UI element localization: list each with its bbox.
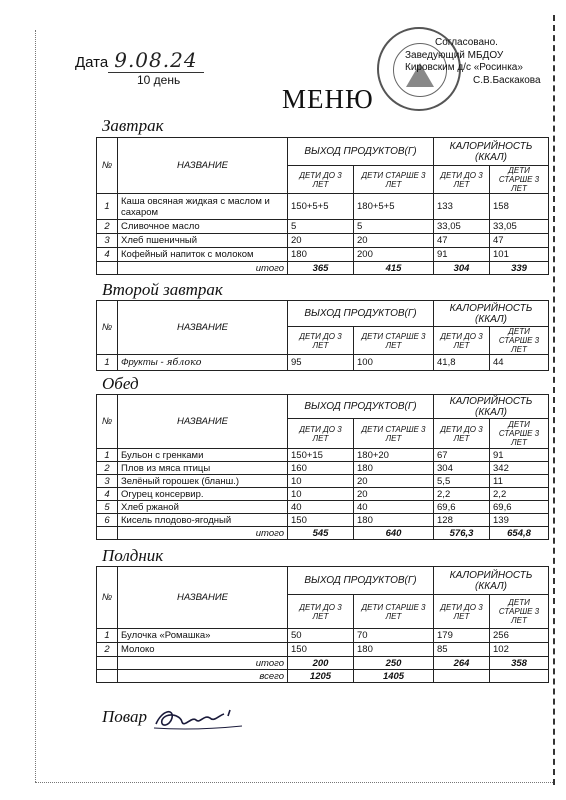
table-row — [97, 475, 549, 488]
header-young: ДЕТИ ДО 3 ЛЕТ — [288, 327, 354, 355]
header-name: НАЗВАНИЕ — [118, 567, 288, 629]
output-young: 150+15 — [288, 449, 354, 462]
kcal-old: 44 — [490, 355, 549, 371]
approval-line-4: С.В.Баскакова — [473, 74, 541, 86]
kcal-old: 102 — [490, 643, 549, 657]
row-num: 2 — [97, 220, 118, 234]
approval-block — [405, 37, 541, 87]
dish-name: Молоко — [118, 643, 288, 657]
header-old: ДЕТИ СТАРШЕ 3 ЛЕТ — [490, 419, 549, 449]
output-old: 70 — [354, 629, 434, 643]
kcal-old: 158 — [490, 194, 549, 220]
total-row — [97, 527, 549, 540]
output-old: 20 — [354, 488, 434, 501]
header-calories: КАЛОРИЙНОСТЬ (ККАЛ) — [434, 567, 549, 595]
lunch-table — [96, 394, 549, 540]
header-young: ДЕТИ ДО 3 ЛЕТ — [434, 595, 490, 629]
section-title-snack: Полдник — [102, 546, 164, 565]
header-output: ВЫХОД ПРОДУКТОВ(Г) — [288, 138, 434, 166]
section-title-second-breakfast: Второй завтрак — [102, 280, 223, 299]
approval-line-1: Согласовано. — [435, 37, 498, 48]
dish-name: Зелёный горошек (бланш.) — [118, 475, 288, 488]
output-young: 10 — [288, 488, 354, 501]
total-kcal-old: 358 — [490, 657, 549, 670]
header-young: ДЕТИ ДО 3 ЛЕТ — [288, 166, 354, 194]
breakfast-table — [96, 137, 549, 275]
output-old: 180+20 — [354, 449, 434, 462]
kcal-old: 47 — [490, 234, 549, 248]
header-output: ВЫХОД ПРОДУКТОВ(Г) — [288, 567, 434, 595]
output-old: 180 — [354, 462, 434, 475]
header-old: ДЕТИ СТАРШЕ 3 ЛЕТ — [354, 595, 434, 629]
page-border-left — [35, 30, 36, 782]
row-num: 3 — [97, 475, 118, 488]
grand-total-output-old: 1405 — [354, 670, 434, 683]
output-young: 150+5+5 — [288, 194, 354, 220]
kcal-young: 85 — [434, 643, 490, 657]
header-num: № — [97, 395, 118, 449]
total-kcal-young: 264 — [434, 657, 490, 670]
output-old: 180 — [354, 643, 434, 657]
header-young: ДЕТИ ДО 3 ЛЕТ — [434, 327, 490, 355]
dish-name: Булочка «Ромашка» — [118, 629, 288, 643]
header-num: № — [97, 301, 118, 355]
approval-line-3: Кировским д/с «Росинка» — [405, 62, 523, 73]
row-num: 4 — [97, 248, 118, 262]
header-old: ДЕТИ СТАРШЕ 3 ЛЕТ — [490, 595, 549, 629]
table-row — [97, 355, 549, 371]
row-num: 1 — [97, 449, 118, 462]
output-young: 10 — [288, 475, 354, 488]
row-num: 2 — [97, 643, 118, 657]
table-row — [97, 248, 549, 262]
table-row — [97, 643, 549, 657]
kcal-old: 11 — [490, 475, 549, 488]
grand-total-output-young: 1205 — [288, 670, 354, 683]
kcal-old: 101 — [490, 248, 549, 262]
table-row — [97, 629, 549, 643]
total-label: итого — [118, 657, 288, 670]
dish-name: Сливочное масло — [118, 220, 288, 234]
kcal-old: 33,05 — [490, 220, 549, 234]
dish-name: Бульон с гренками — [118, 449, 288, 462]
total-label: итого — [118, 527, 288, 540]
output-old: 200 — [354, 248, 434, 262]
header-young: ДЕТИ ДО 3 ЛЕТ — [288, 595, 354, 629]
total-kcal-old: 654,8 — [490, 527, 549, 540]
output-old: 20 — [354, 234, 434, 248]
dish-name: Хлеб ржаной — [118, 501, 288, 514]
kcal-young: 67 — [434, 449, 490, 462]
dish-name: Плов из мяса птицы — [118, 462, 288, 475]
table-row — [97, 462, 549, 475]
total-output-young: 545 — [288, 527, 354, 540]
header-name: НАЗВАНИЕ — [118, 395, 288, 449]
kcal-old: 69,6 — [490, 501, 549, 514]
header-output: ВЫХОД ПРОДУКТОВ(Г) — [288, 301, 434, 327]
kcal-young: 33,05 — [434, 220, 490, 234]
kcal-old: 256 — [490, 629, 549, 643]
total-output-old: 250 — [354, 657, 434, 670]
kcal-young: 128 — [434, 514, 490, 527]
kcal-young: 47 — [434, 234, 490, 248]
page-border-bottom — [35, 782, 553, 783]
header-name: НАЗВАНИЕ — [118, 138, 288, 194]
output-young: 160 — [288, 462, 354, 475]
kcal-young: 133 — [434, 194, 490, 220]
header-old: ДЕТИ СТАРШЕ 3 ЛЕТ — [490, 166, 549, 194]
day-label: 10 день — [137, 73, 181, 87]
dish-name: Огурец консервир. — [118, 488, 288, 501]
kcal-young: 304 — [434, 462, 490, 475]
page-border-right — [553, 15, 555, 785]
dish-name-handwritten: яблоко — [166, 357, 202, 368]
date-label: Дата — [75, 54, 109, 71]
table-row — [97, 234, 549, 248]
total-row — [97, 657, 549, 670]
kcal-old: 91 — [490, 449, 549, 462]
output-young: 40 — [288, 501, 354, 514]
header-calories: КАЛОРИЙНОСТЬ (ККАЛ) — [434, 138, 549, 166]
total-output-young: 365 — [288, 262, 354, 275]
output-old: 100 — [354, 355, 434, 371]
total-label: итого — [118, 262, 288, 275]
dish-name: Каша овсяная жидкая с маслом и сахаром — [118, 194, 288, 220]
date-row — [75, 48, 204, 73]
total-kcal-young: 576,3 — [434, 527, 490, 540]
output-young: 95 — [288, 355, 354, 371]
dish-name-printed: Фрукты - — [121, 357, 164, 368]
output-young: 180 — [288, 248, 354, 262]
second-breakfast-table — [96, 300, 549, 371]
dish-name: Хлеб пшеничный — [118, 234, 288, 248]
output-young: 150 — [288, 514, 354, 527]
header-old: ДЕТИ СТАРШЕ 3 ЛЕТ — [354, 166, 434, 194]
header-num: № — [97, 138, 118, 194]
kcal-young: 69,6 — [434, 501, 490, 514]
header-young: ДЕТИ ДО 3 ЛЕТ — [434, 166, 490, 194]
header-young: ДЕТИ ДО 3 ЛЕТ — [434, 419, 490, 449]
dish-name: Кисель плодово-ягодный — [118, 514, 288, 527]
header-calories: КАЛОРИЙНОСТЬ (ККАЛ) — [434, 395, 549, 419]
kcal-old: 139 — [490, 514, 549, 527]
table-row — [97, 220, 549, 234]
section-title-lunch: Обед — [102, 374, 139, 393]
total-output-old: 415 — [354, 262, 434, 275]
output-old: 20 — [354, 475, 434, 488]
row-num: 6 — [97, 514, 118, 527]
output-old: 40 — [354, 501, 434, 514]
header-old: ДЕТИ СТАРШЕ 3 ЛЕТ — [354, 327, 434, 355]
header-num: № — [97, 567, 118, 629]
date-value: 9.08.24 — [108, 48, 203, 73]
kcal-young: 91 — [434, 248, 490, 262]
row-num: 3 — [97, 234, 118, 248]
kcal-young: 2,2 — [434, 488, 490, 501]
header-old: ДЕТИ СТАРШЕ 3 ЛЕТ — [490, 327, 549, 355]
total-output-old: 640 — [354, 527, 434, 540]
approval-line-2: Заведующий МБДОУ — [405, 49, 504, 61]
kcal-old: 2,2 — [490, 488, 549, 501]
table-row — [97, 194, 549, 220]
output-old: 5 — [354, 220, 434, 234]
grand-total-label: всего — [118, 670, 288, 683]
row-num: 1 — [97, 629, 118, 643]
row-num: 4 — [97, 488, 118, 501]
kcal-young: 5,5 — [434, 475, 490, 488]
row-num: 2 — [97, 462, 118, 475]
cook-label: Повар — [102, 707, 148, 726]
kcal-old: 342 — [490, 462, 549, 475]
output-old: 180 — [354, 514, 434, 527]
output-young: 150 — [288, 643, 354, 657]
header-young: ДЕТИ ДО 3 ЛЕТ — [288, 419, 354, 449]
output-young: 50 — [288, 629, 354, 643]
dish-name: Кофейный напиток с молоком — [118, 248, 288, 262]
cook-signature — [152, 706, 247, 732]
header-name: НАЗВАНИЕ — [118, 301, 288, 355]
row-num: 1 — [97, 355, 118, 371]
output-old: 180+5+5 — [354, 194, 434, 220]
total-kcal-young: 304 — [434, 262, 490, 275]
dish-name — [118, 355, 288, 371]
table-row — [97, 488, 549, 501]
row-num: 5 — [97, 501, 118, 514]
row-num: 1 — [97, 194, 118, 220]
kcal-young: 41,8 — [434, 355, 490, 371]
section-title-breakfast: Завтрак — [102, 116, 164, 135]
table-row — [97, 514, 549, 527]
page-title: МЕНЮ — [282, 84, 374, 114]
kcal-young: 179 — [434, 629, 490, 643]
total-row — [97, 262, 549, 275]
output-young: 5 — [288, 220, 354, 234]
total-kcal-old: 339 — [490, 262, 549, 275]
table-row — [97, 449, 549, 462]
snack-table — [96, 566, 549, 683]
total-output-young: 200 — [288, 657, 354, 670]
table-row — [97, 501, 549, 514]
header-calories: КАЛОРИЙНОСТЬ (ККАЛ) — [434, 301, 549, 327]
output-young: 20 — [288, 234, 354, 248]
header-output: ВЫХОД ПРОДУКТОВ(Г) — [288, 395, 434, 419]
header-old: ДЕТИ СТАРШЕ 3 ЛЕТ — [354, 419, 434, 449]
grand-total-row — [97, 670, 549, 683]
